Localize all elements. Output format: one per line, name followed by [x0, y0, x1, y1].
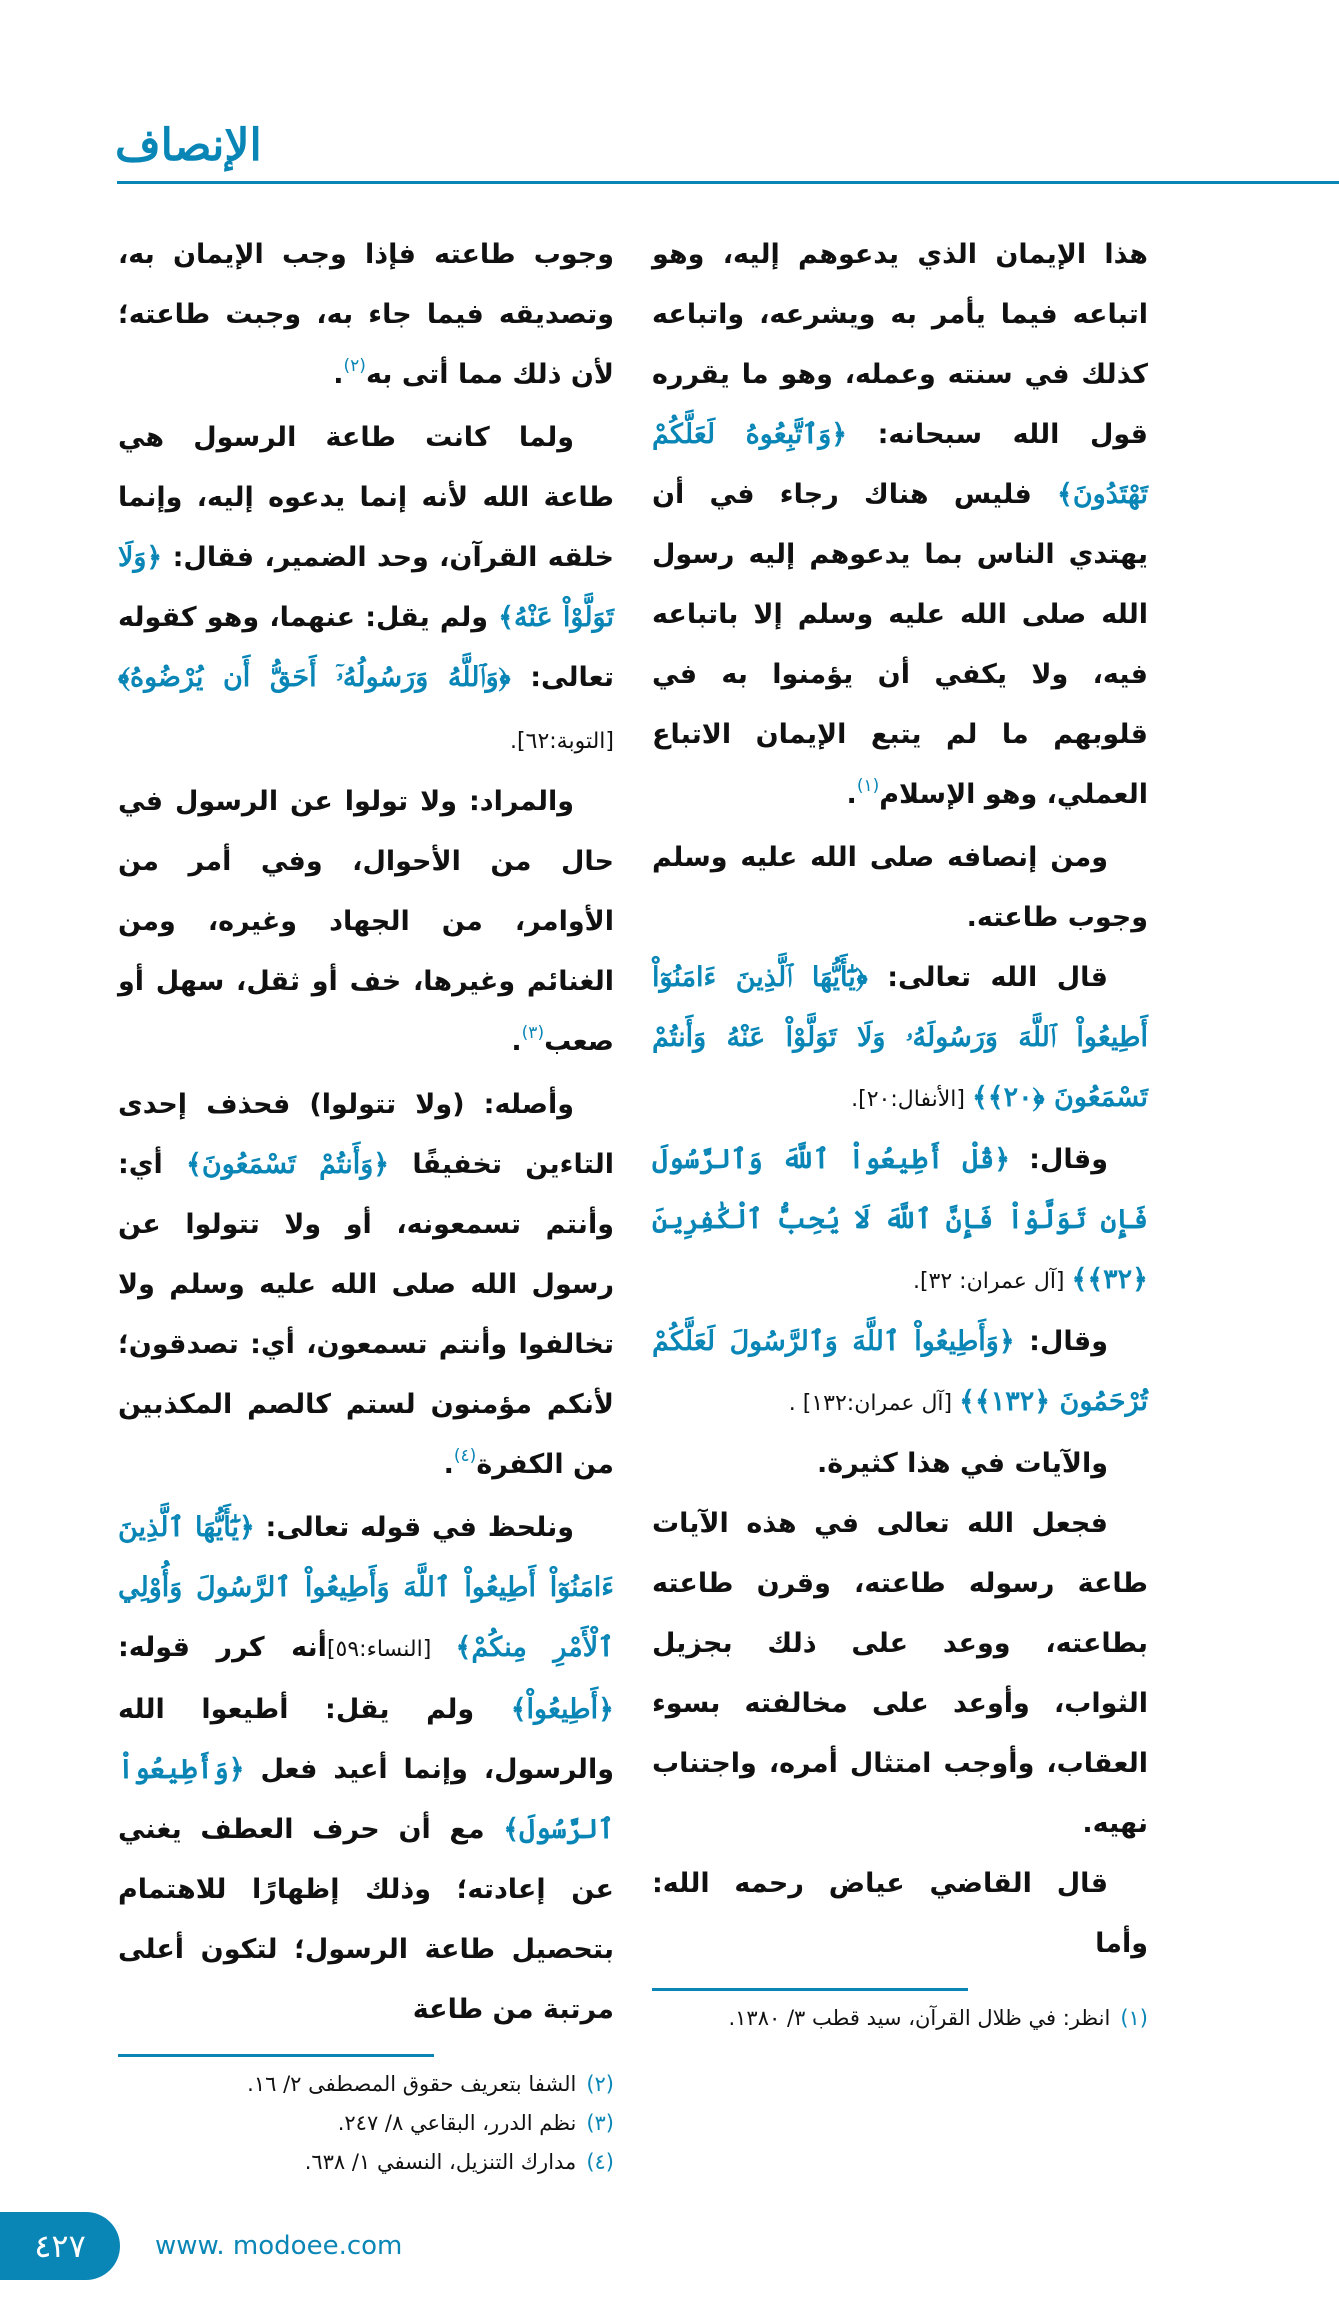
quran-verse: ﴿أَطِيعُواْ﴾ [510, 1694, 614, 1725]
quran-verse: ﴿وَأَنتُمْ تَسْمَعُونَ﴾ [186, 1149, 390, 1180]
book-title: الإنصاف [115, 120, 262, 171]
quran-verse: ﴿قُلْ أَطِيعُواْ ٱللَّهَ وَٱلرَّسُولَ فَإِن تَوَلَّوْاْ فَإِنَّ ٱللَّهَ لَا يُحِبُّ ٱلْكَٰفِرِينَ ﴿٣٢﴾﴾ [652, 1144, 1148, 1295]
body-text: وأصله: (ولا تتولوا) فحذف إحدى التاءين تخفيفًا [118, 1089, 614, 1180]
paragraph [652, 1312, 1148, 1434]
body-text: وقال: [1010, 1144, 1108, 1175]
body-text: فليس هناك رجاء في أن يهتدي الناس بما يدعوهم إليه رسول الله صلى الله عليه وسلم إلا باتباعه فيه، ولا يكفي أن يؤمنوا به في قلوبهم ما لم يتبع الإيمان الاتباع العملي، وهو الإسلام [652, 479, 1148, 810]
right-column-wrap [652, 225, 1148, 2182]
body-text: ولم يقل: أطيعوا الله والرسول، وإنما أعيد فعل [118, 1694, 614, 1785]
verse-reference: [التوبة:٦٢]. [510, 729, 614, 754]
footnote-text: انظر: في ظلال القرآن، سيد قطب ٣/ ١٣٨٠. [728, 2006, 1111, 2030]
paragraph [652, 1854, 1148, 1974]
page-header [0, 0, 1339, 185]
text-columns [0, 185, 1339, 2182]
footnote-text: مدارك التنزيل، النسفي ١/ ٦٣٨. [304, 2150, 577, 2174]
body-text: أي: وأنتم تسمعونه، أو ولا تتولوا عن رسول الله صلى الله عليه وسلم ولا تخالفوا وأنتم تسمعون، أي: تصدقون؛ لأنكم مؤمنون لستم كالصم المكذبين من الكفرة [118, 1149, 614, 1480]
footnote-number: (١) [1120, 2006, 1148, 2030]
quran-verse: ﴿وَٱتَّبِعُوهُ لَعَلَّكُمْ تَهْتَدُونَ﴾ [652, 419, 1148, 510]
body-text: . [511, 1026, 522, 1057]
page-footer [0, 2212, 1339, 2322]
paragraph [118, 772, 614, 1075]
verse-reference: [آل عمران: ٣٢]. [912, 1269, 1072, 1294]
body-text: ولما كانت طاعة الرسول هي طاعة الله لأنه إنما يدعوه إليه، وإنما خلقه القرآن، وحد الضمير، فقال: [118, 422, 614, 573]
footnote-marker[interactable]: (١) [856, 776, 880, 796]
footnote [118, 2143, 614, 2182]
body-text: ولم يقل: عنهما، وهو كقوله تعالى: [118, 602, 614, 693]
paragraph [118, 1498, 614, 2040]
quran-verse: ﴿يَٰٓأَيُّهَا ٱلَّذِينَ ءَامَنُوٓاْ أَطِيعُواْ ٱللَّهَ وَرَسُولَهُۥ وَلَا تَوَلَّوْاْ عَنْهُ وَأَنتُمْ تَسْمَعُونَ ﴿٢٠﴾﴾ [652, 962, 1148, 1113]
body-text: والمراد: ولا تولوا عن الرسول في حال من الأحوال، وفي أمر من الأوامر، من الجهاد وغيره، ومن الغنائم وغيرها، خف أو ثقل، سهل أو صعب [118, 786, 614, 1057]
paragraph [118, 1075, 614, 1498]
right-column [652, 225, 1148, 1974]
footnote-number: (٢) [586, 2072, 614, 2096]
footnote-text: الشفا بتعريف حقوق المصطفى ٢/ ١٦. [247, 2072, 577, 2096]
body-text: هذا الإيمان الذي يدعوهم إليه، وهو اتباعه فيما يأمر به ويشرعه، واتباعه كذلك في سنته وعمله، وهو ما يقرره قول الله سبحانه: [652, 239, 1148, 450]
verse-reference: [آل عمران:١٣٢] . [788, 1391, 960, 1416]
footnote-marker[interactable]: (٤) [453, 1446, 477, 1466]
body-text: وقال: [1014, 1326, 1108, 1357]
footnote [118, 2104, 614, 2143]
body-text: أنه كرر قوله: [118, 1632, 327, 1663]
footnote-number: (٣) [586, 2111, 614, 2135]
footnote-divider-left [118, 2054, 434, 2057]
quran-verse: ﴿وَأَطِيعُواْ ٱللَّهَ وَٱلرَّسُولَ لَعَلَّكُمْ تُرْحَمُونَ ﴿١٣٢﴾﴾ [652, 1326, 1148, 1417]
footnote-number: (٤) [586, 2150, 614, 2174]
quran-verse: ﴿يَٰٓأَيُّهَا ٱلَّذِينَ ءَامَنُوٓاْ أَطِيعُواْ ٱللَّهَ وَأَطِيعُواْ ٱلرَّسُولَ وَأُوْلِي ٱلْأَمْرِ مِنكُمْ﴾ [118, 1512, 614, 1663]
paragraph [652, 1130, 1148, 1312]
footnote-divider-right [652, 1988, 968, 1991]
quran-verse: ﴿وَٱللَّهُ وَرَسُولُهُۥٓ أَحَقُّ أَن يُرْضُوهُ﴾ [118, 662, 511, 693]
paragraph [652, 1494, 1148, 1854]
body-text: قال القاضي عياض رحمه الله: وأما [652, 1868, 1148, 1959]
footnotes-right [652, 1999, 1148, 2038]
footnote [118, 2065, 614, 2104]
paragraph [652, 225, 1148, 828]
body-text: وجوب طاعته فإذا وجب الإيمان به، وتصديقه فيما جاء به، وجبت طاعته؛ لأن ذلك مما أتى به [118, 239, 614, 390]
paragraph [652, 828, 1148, 948]
left-column [118, 225, 614, 2040]
paragraph [118, 225, 614, 408]
quran-verse: ﴿وَلَا تَوَلَّوْاْ عَنْهُ﴾ [118, 542, 615, 633]
website-link[interactable]: www. modoee.com [155, 2231, 403, 2261]
body-text: . [333, 359, 344, 390]
body-text: . [846, 779, 857, 810]
body-text: ونلحظ في قوله تعالى: [254, 1512, 575, 1543]
verse-reference: [الأنفال:٢٠]. [851, 1087, 972, 1112]
quran-verse: ﴿وَأَطِيعُواْ ٱلرَّسُولَ﴾ [118, 1754, 614, 1845]
body-text: ومن إنصافه صلى الله عليه وسلم وجوب طاعته. [652, 842, 1148, 933]
body-text: . [443, 1449, 454, 1480]
body-text: فجعل الله تعالى في هذه الآيات طاعة رسوله طاعته، وقرن طاعته بطاعته، ووعد على ذلك بجزيل الثواب، وأوعد على مخالفته بسوء العقاب، وأوجب امتثال أمره، واجتناب نهيه. [652, 1508, 1148, 1839]
header-divider [117, 181, 1339, 184]
footnote-marker[interactable]: (٢) [343, 356, 366, 376]
paragraph [652, 1434, 1148, 1494]
left-column-wrap [118, 225, 614, 2182]
body-text: قال الله تعالى: [867, 962, 1108, 993]
footnote [652, 1999, 1148, 2038]
page-number: ٤٢٧ [0, 2212, 120, 2280]
verse-reference: [النساء:٥٩] [326, 1637, 456, 1662]
footnote-text: نظم الدرر، البقاعي ٨/ ٢٤٧. [337, 2111, 577, 2135]
footnotes-left [118, 2065, 614, 2182]
body-text: مع أن حرف العطف يغني عن إعادته؛ وذلك إظهارًا للاهتمام بتحصيل طاعة الرسول؛ لتكون أعلى مرتبة من طاعة [118, 1814, 614, 2025]
paragraph [118, 408, 614, 772]
body-text: والآيات في هذا كثيرة. [816, 1448, 1108, 1479]
footnote-marker[interactable]: (٣) [521, 1023, 545, 1043]
paragraph [652, 948, 1148, 1130]
